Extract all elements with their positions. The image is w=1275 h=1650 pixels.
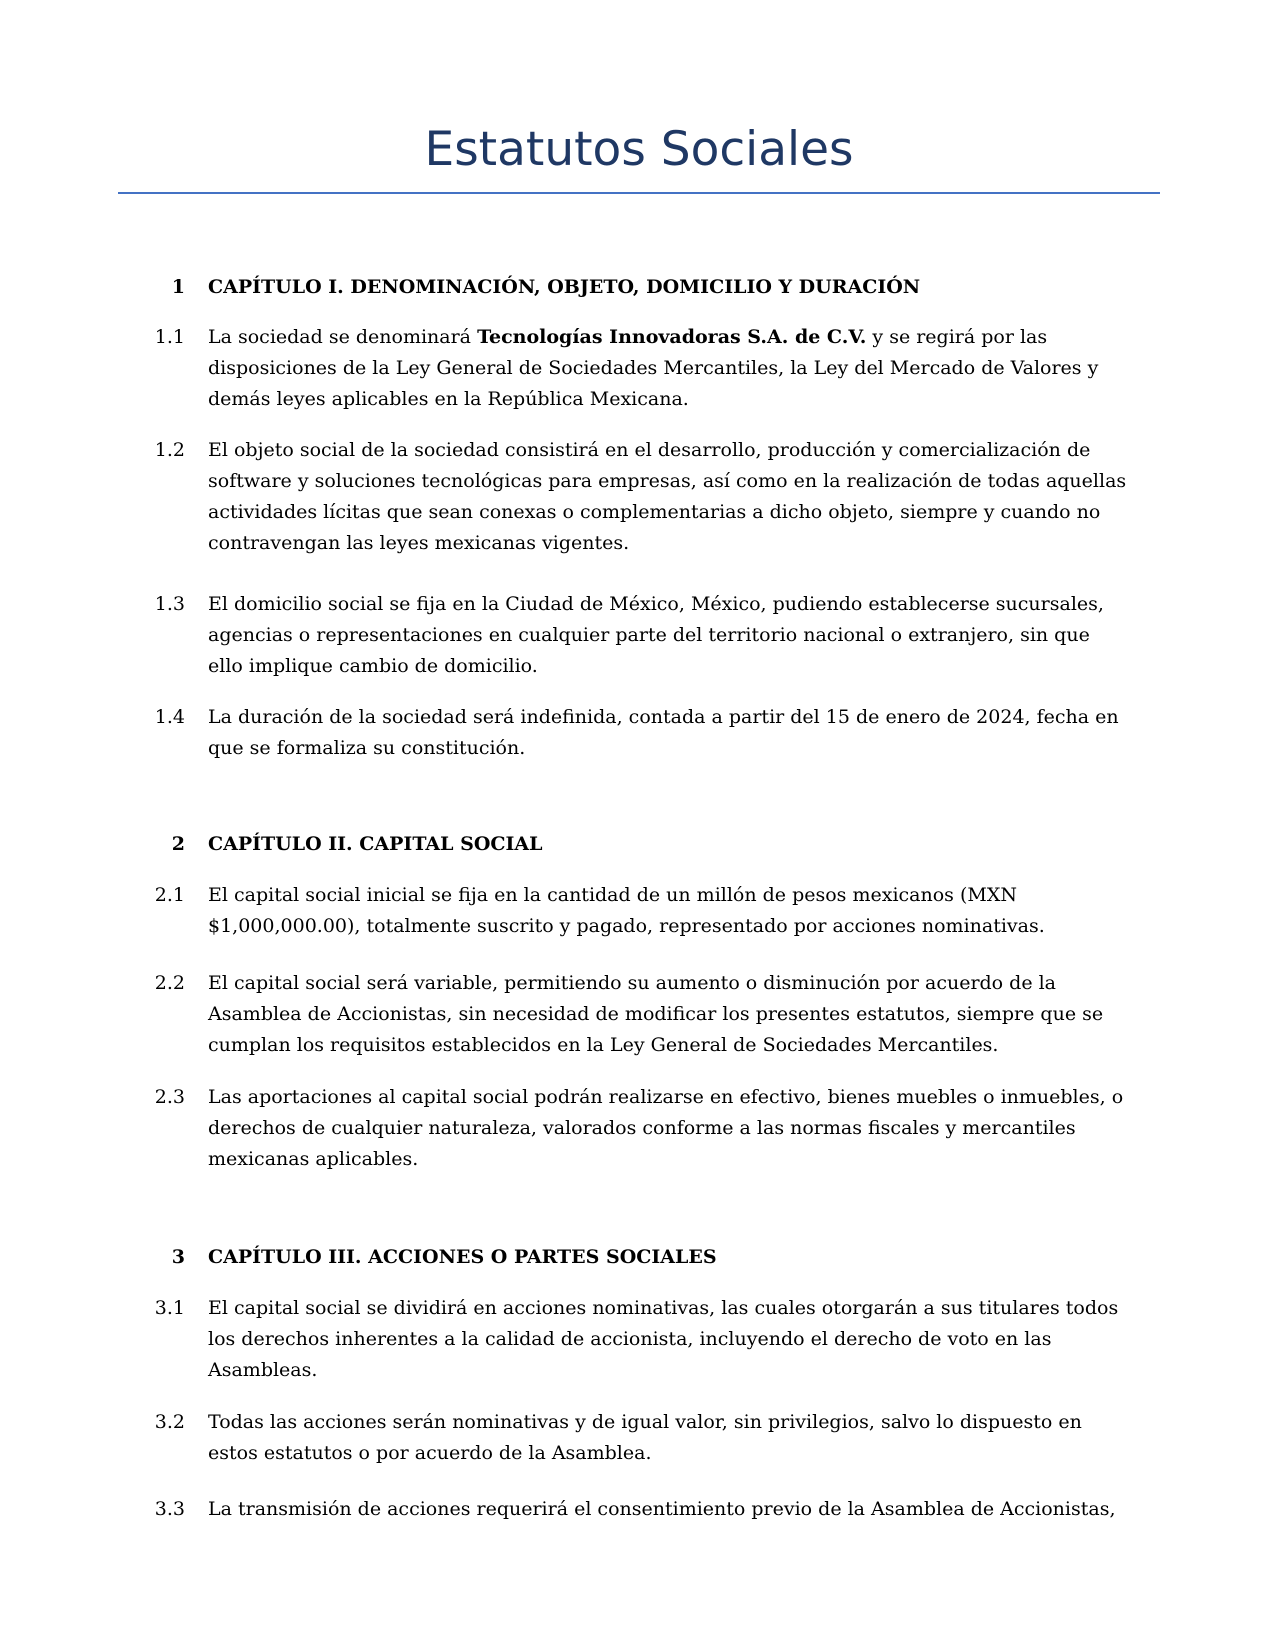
clause-line: La transmisión de acciones requerirá el consentimiento previo de la Asamblea de Accionistas, <box>208 1498 1116 1520</box>
clause-text-segment: y se regirá por las <box>866 326 1048 348</box>
document-title: Estatutos Sociales <box>424 122 854 177</box>
clause-number: 1.4 <box>154 706 185 728</box>
chapter-number: 2 <box>171 833 185 855</box>
clause-line: Las aportaciones al capital social podrán realizarse en efectivo, bienes muebles o inmuebles, o <box>208 1086 1124 1108</box>
clause-line: disposiciones de la Ley General de Sociedades Mercantiles, la Ley del Mercado de Valores y <box>208 357 1099 379</box>
chapter-number: 1 <box>171 276 185 298</box>
chapter-number: 3 <box>171 1246 185 1268</box>
clause-line: estos estatutos o por acuerdo de la Asamblea. <box>208 1442 652 1464</box>
chapter-title: CAPÍTULO I. DENOMINACIÓN, OBJETO, DOMICILIO Y DURACIÓN <box>208 276 921 298</box>
clause-text <box>208 1407 1138 1469</box>
clause-text <box>208 1494 1138 1525</box>
clause-line: actividades lícitas que sean conexas o complementarias a dicho objeto, siempre y cuando no <box>208 501 1101 523</box>
clause-text <box>208 702 1138 764</box>
clause-text <box>208 322 1138 415</box>
clause-line: El capital social inicial se fija en la cantidad de un millón de pesos mexicanos (MXN <box>208 884 1017 906</box>
title-underline <box>118 192 1160 194</box>
clause-number: 3.2 <box>154 1411 185 1433</box>
clause-line: contravengan las leyes mexicanas vigentes. <box>208 532 630 554</box>
clause-line: El capital social se dividirá en acciones nominativas, las cuales otorgarán a sus titulares todos <box>208 1297 1119 1319</box>
clause-line: cumplan los requisitos establecidos en la Ley General de Sociedades Mercantiles. <box>208 1034 999 1056</box>
chapter-heading <box>0 829 1275 860</box>
clause-line: Todas las acciones serán nominativas y de igual valor, sin privilegios, salvo lo dispuesto en <box>208 1411 1082 1433</box>
clause-line: El capital social será variable, permitiendo su aumento o disminución por acuerdo de la <box>208 972 1057 994</box>
clause-line: Asambleas. <box>208 1359 318 1381</box>
company-name: Tecnologías Innovadoras S.A. de C.V. <box>477 326 867 348</box>
clause-line: los derechos inherentes a la calidad de accionista, incluyendo el derecho de voto en las <box>208 1328 1052 1350</box>
clause-line: demás leyes aplicables en la República Mexicana. <box>208 388 689 410</box>
clause-number: 2.1 <box>154 884 185 906</box>
clause-line: ello implique cambio de domicilio. <box>208 655 538 677</box>
clause-text <box>208 1082 1138 1175</box>
clause-line: que se formaliza su constitución. <box>208 737 526 759</box>
clause-text-segment: La sociedad se denominará <box>208 326 478 348</box>
clause-line: El domicilio social se fija en la Ciudad de México, México, pudiendo establecerse sucursales, <box>208 593 1104 615</box>
clause-number: 2.2 <box>154 972 185 994</box>
clause-line: agencias o representaciones en cualquier parte del territorio nacional o extranjero, sin que <box>208 624 1090 646</box>
clause-text <box>208 880 1138 942</box>
clause-line: mexicanas aplicables. <box>208 1148 419 1170</box>
clause-text <box>208 968 1138 1061</box>
clause-line: derechos de cualquier naturaleza, valorados conforme a las normas fiscales y mercantiles <box>208 1117 1076 1139</box>
clause-line: software y soluciones tecnológicas para empresas, así como en la realización de todas aquellas <box>208 470 1127 492</box>
clause-line: El objeto social de la sociedad consistirá en el desarrollo, producción y comercialización de <box>208 439 1091 461</box>
clause-number: 1.2 <box>154 439 185 461</box>
clause-number: 1.3 <box>154 593 185 615</box>
clause-line: La duración de la sociedad será indefinida, contada a partir del 15 de enero de 2024, fecha en <box>208 706 1119 728</box>
chapter-heading <box>0 1242 1275 1273</box>
clause-number: 3.3 <box>154 1498 185 1520</box>
clause-text <box>208 589 1138 682</box>
clause-line: Asamblea de Accionistas, sin necesidad de modificar los presentes estatutos, siempre que se <box>208 1003 1104 1025</box>
clause-text <box>208 1293 1138 1386</box>
chapter-heading <box>0 272 1275 303</box>
clause-number: 2.3 <box>154 1086 185 1108</box>
chapter-title: CAPÍTULO II. CAPITAL SOCIAL <box>208 833 543 855</box>
clause-number: 3.1 <box>154 1297 185 1319</box>
clause-number: 1.1 <box>154 326 185 348</box>
clause-line: $1,000,000.00), totalmente suscrito y pagado, representado por acciones nominativas. <box>208 915 1045 937</box>
chapter-title: CAPÍTULO III. ACCIONES O PARTES SOCIALES <box>208 1246 717 1268</box>
clause-text <box>208 435 1138 559</box>
clause-line <box>208 322 1138 353</box>
